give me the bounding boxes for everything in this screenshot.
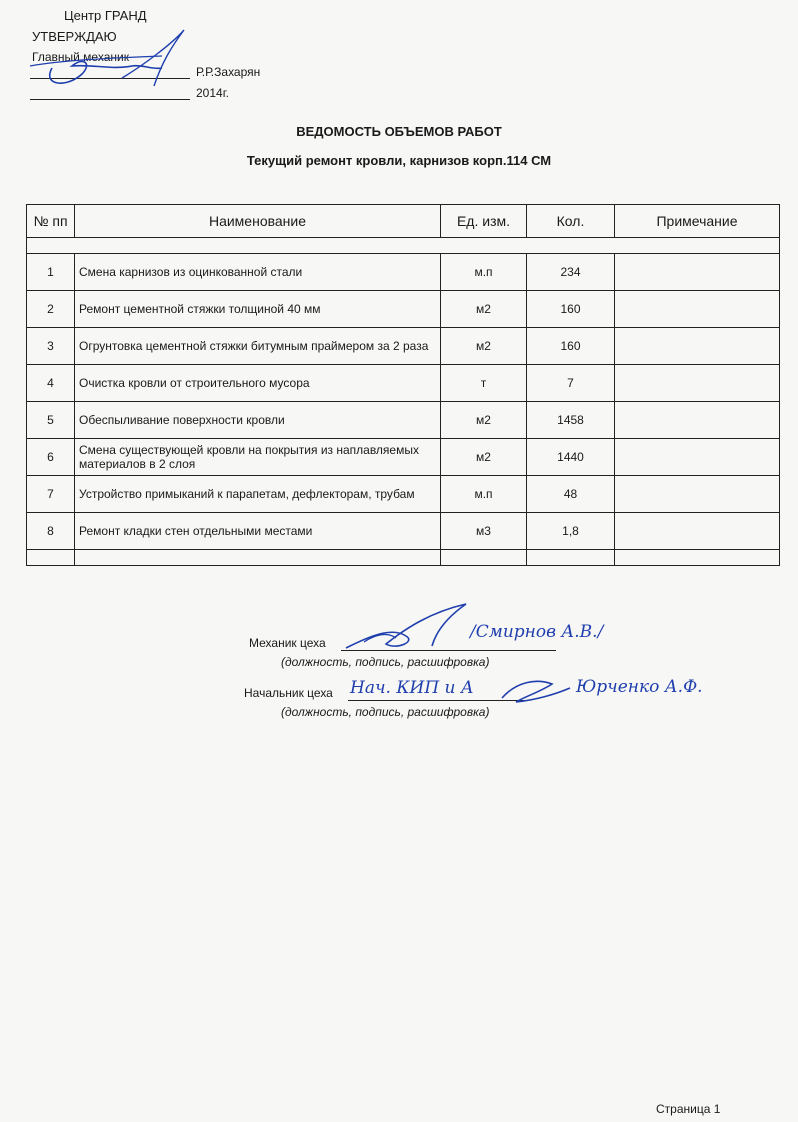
table-row [27,365,780,402]
mechanic-handwritten-name: /Смирнов А.В./ [470,622,604,642]
chief-label: Начальник цеха [244,686,333,700]
chief-hint: (должность, подпись, расшифровка) [281,705,490,719]
row-number: 1 [27,254,75,291]
row-number: 6 [27,439,75,476]
mechanic-signature-icon [336,598,476,660]
table-row [27,402,780,439]
row-unit: м.п [441,254,527,291]
table-row [27,254,780,291]
row-quantity: 234 [527,254,615,291]
row-quantity: 7 [527,365,615,402]
chief-handwritten-title: Нач. КИП и А [350,678,474,698]
row-unit: м2 [441,439,527,476]
table-row [27,476,780,513]
row-name: Смена карнизов из оцинкованной стали [75,254,441,291]
row-number: 4 [27,365,75,402]
row-note [615,476,780,513]
row-note [615,365,780,402]
column-header-unit: Ед. изм. [441,205,527,238]
row-name: Ремонт цементной стяжки толщиной 40 мм [75,291,441,328]
table-row [27,328,780,365]
table-header-row [27,205,780,238]
row-note [615,254,780,291]
column-header-number: № пп [27,205,75,238]
approval-year: 2014г. [196,86,229,100]
row-note [615,402,780,439]
row-quantity: 1,8 [527,513,615,550]
mechanic-hint: (должность, подпись, расшифровка) [281,655,490,669]
row-number: 7 [27,476,75,513]
date-line [30,99,190,100]
row-name: Обеспыливание поверхности кровли [75,402,441,439]
row-number: 2 [27,291,75,328]
row-name: Устройство примыканий к парапетам, дефлекторам, трубам [75,476,441,513]
row-note [615,291,780,328]
table-row [27,513,780,550]
row-unit: м3 [441,513,527,550]
column-header-name: Наименование [75,205,441,238]
row-quantity: 48 [527,476,615,513]
row-number: 8 [27,513,75,550]
table-empty-row [27,550,780,566]
table-row [27,291,780,328]
approver-signature-icon [22,26,212,96]
works-table [26,204,780,566]
row-number: 5 [27,402,75,439]
row-quantity: 160 [527,291,615,328]
column-header-note: Примечание [615,205,780,238]
approve-stamp: УТВЕРЖДАЮ [32,29,117,44]
row-quantity: 1440 [527,439,615,476]
page-number: Страница 1 [656,1102,721,1116]
table-row [27,439,780,476]
approver-name: Р.Р.Захарян [196,65,261,79]
chief-handwritten-name: Юрченко А.Ф. [576,677,703,697]
chief-signature-icon [496,672,576,712]
approver-role: Главный механик [32,50,129,64]
mechanic-label: Механик цеха [249,636,326,650]
document-title: ВЕДОМОСТЬ ОБЪЕМОВ РАБОТ [296,124,502,139]
organization-name: Центр ГРАНД [64,8,147,23]
row-unit: м.п [441,476,527,513]
row-name: Огрунтовка цементной стяжки битумным праймером за 2 раза [75,328,441,365]
document-subtitle: Текущий ремонт кровли, карнизов корп.114 СМ [246,153,552,168]
row-note [615,513,780,550]
table-spacer-row [27,238,780,254]
row-note [615,328,780,365]
row-unit: т [441,365,527,402]
row-name: Ремонт кладки стен отдельными местами [75,513,441,550]
column-header-quantity: Кол. [527,205,615,238]
row-name: Очистка кровли от строительного мусора [75,365,441,402]
row-unit: м2 [441,291,527,328]
row-name: Смена существующей кровли на покрытия из наплавляемых материалов в 2 слоя [75,439,441,476]
row-number: 3 [27,328,75,365]
row-quantity: 160 [527,328,615,365]
row-note [615,439,780,476]
row-quantity: 1458 [527,402,615,439]
row-unit: м2 [441,402,527,439]
row-unit: м2 [441,328,527,365]
